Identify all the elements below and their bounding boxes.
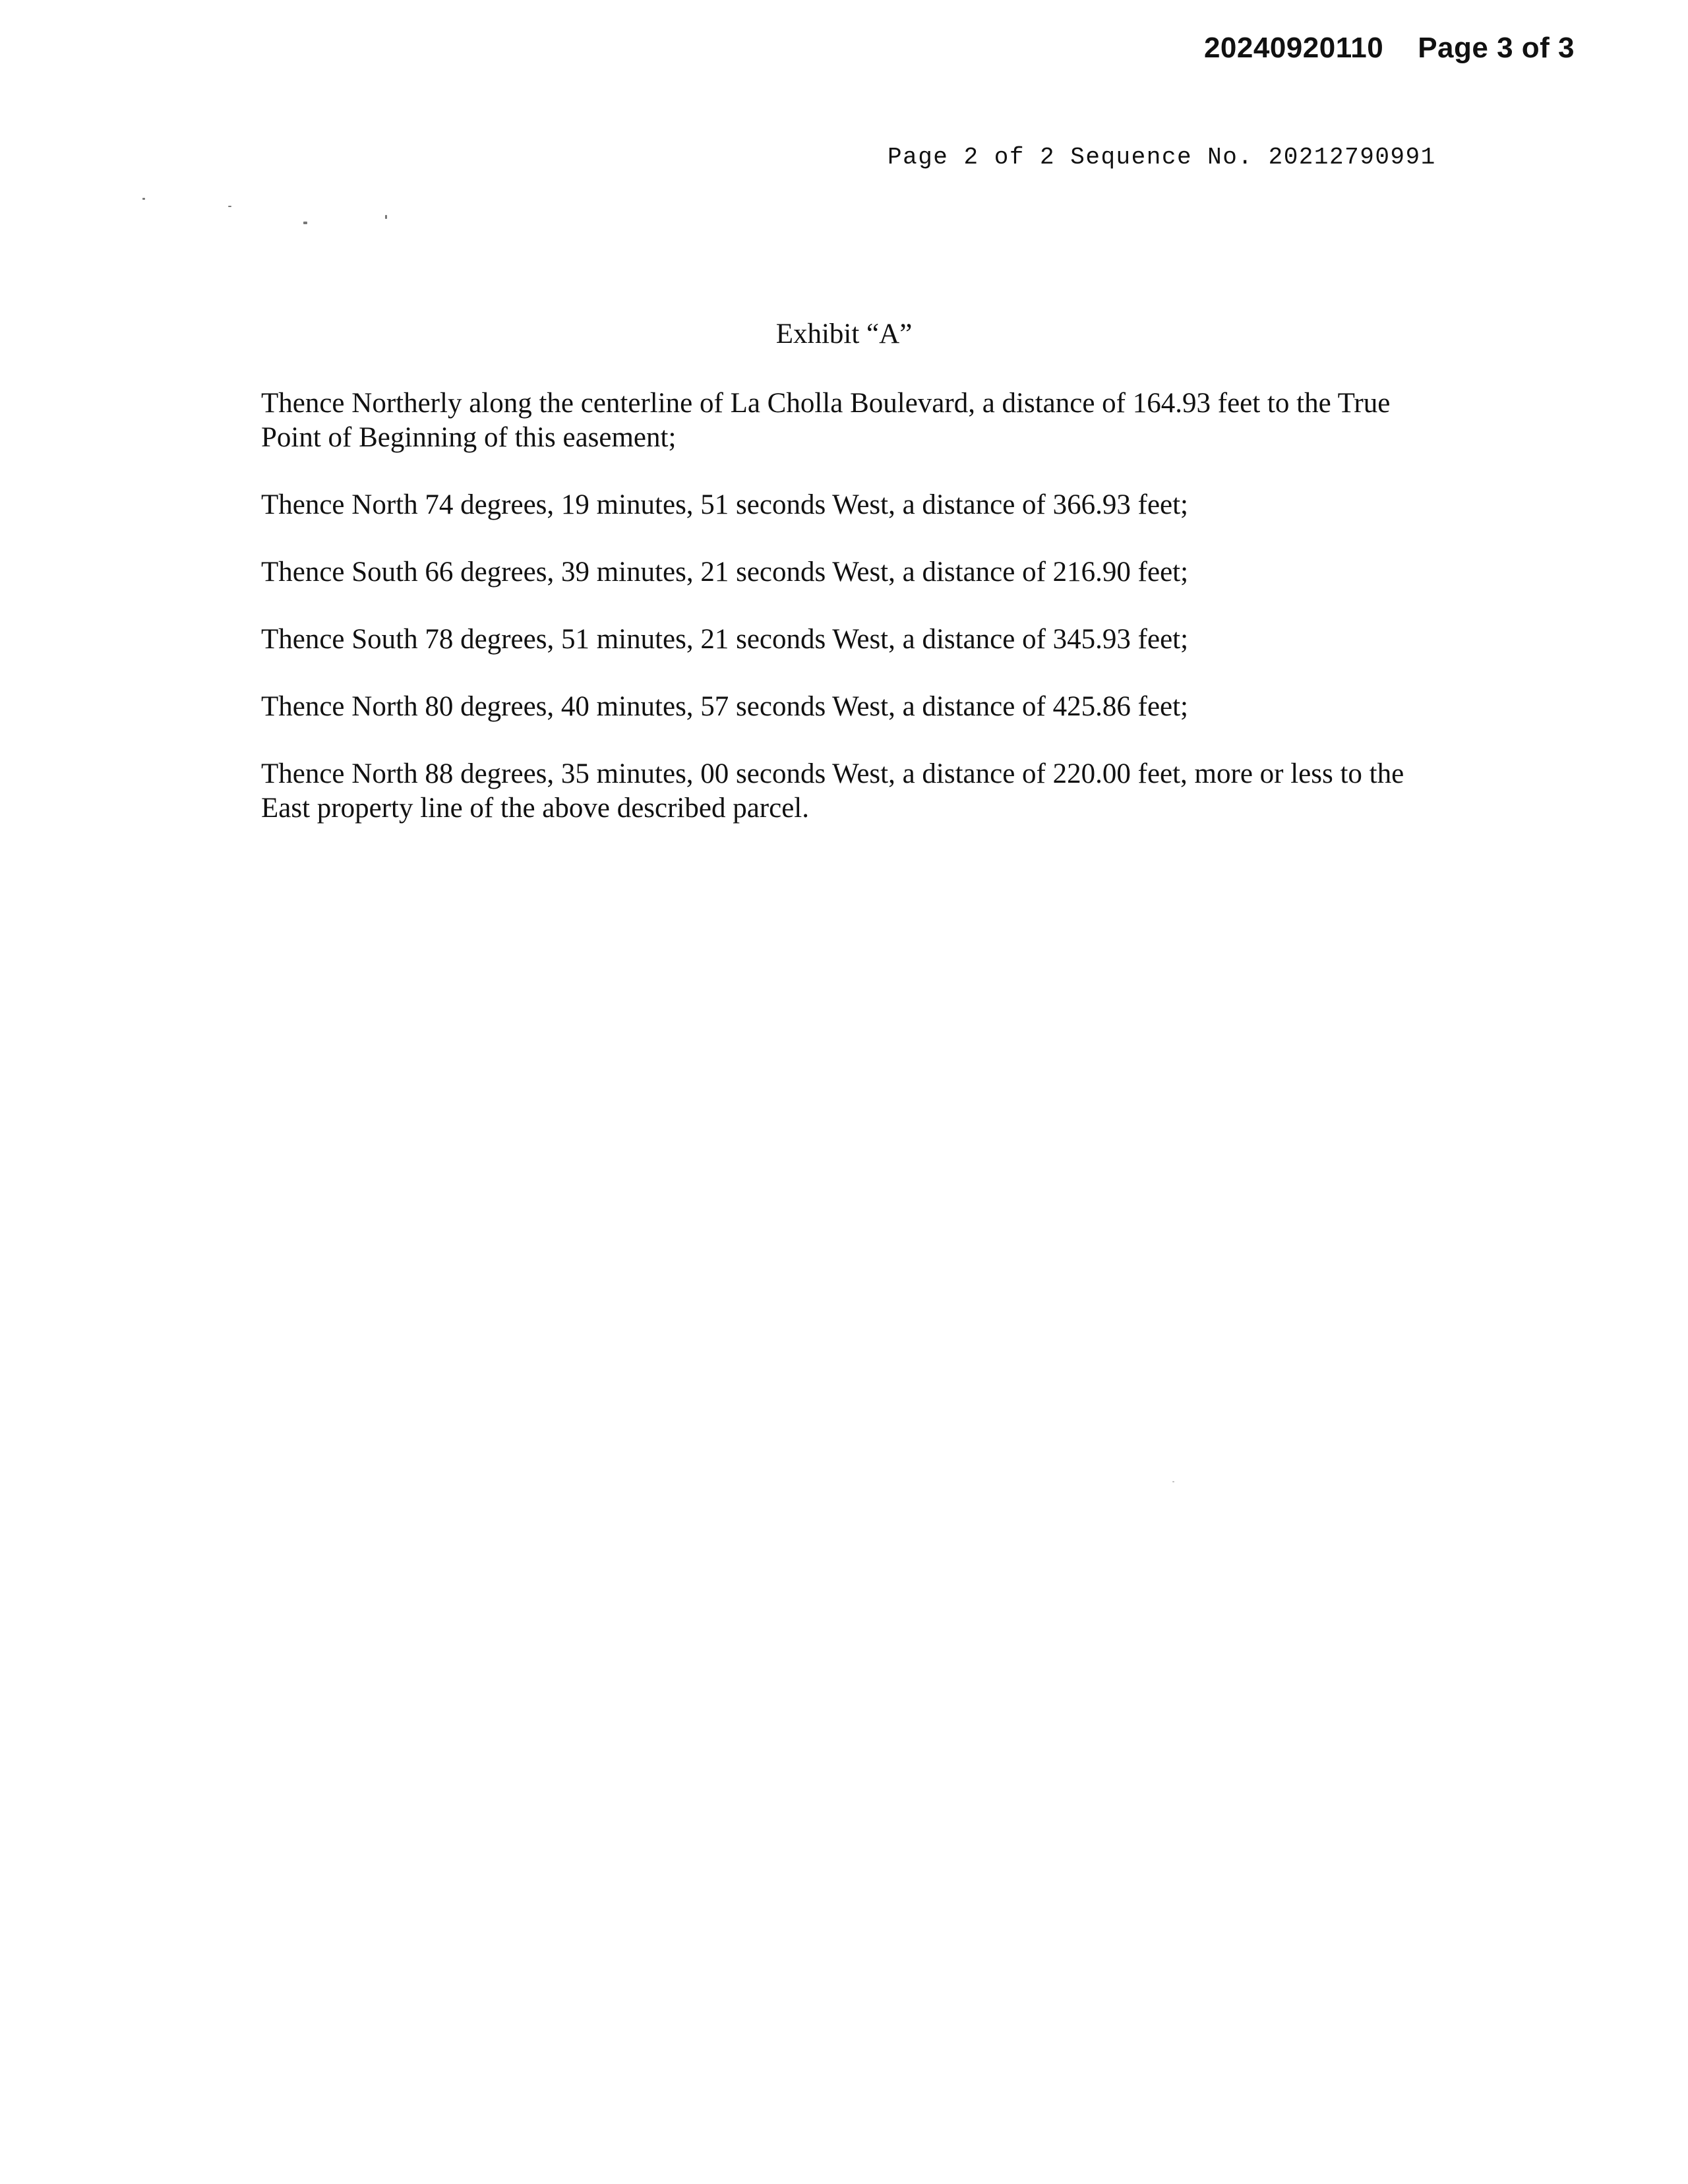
paragraph: Thence Northerly along the centerline of La Cholla Boulevard, a distance of 164.93 feet to the True Point of Beginning of this easement;: [261, 388, 1391, 453]
exhibit-title: Exhibit “A”: [775, 318, 913, 349]
scan-speck: [142, 198, 145, 200]
scan-speck: [1172, 1481, 1174, 1482]
scan-speck: [228, 206, 231, 207]
paragraph: Thence North 80 degrees, 40 minutes, 57 seconds West, a distance of 425.86 feet;: [261, 691, 1189, 722]
legal-description: [261, 386, 1448, 859]
recording-header: [1204, 32, 1575, 65]
paragraph: Thence South 66 degrees, 39 minutes, 21 seconds West, a distance of 216.90 feet;: [261, 557, 1189, 588]
paragraph: Thence North 74 degrees, 19 minutes, 51 seconds West, a distance of 366.93 feet;: [261, 489, 1189, 520]
record-number: 20240920110: [1203, 32, 1384, 64]
sequence-line: Page 2 of 2 Sequence No. 20212790991: [888, 144, 1436, 171]
scan-speck: [385, 215, 387, 219]
scan-speck: [303, 222, 307, 224]
paragraph: Thence South 78 degrees, 51 minutes, 21 seconds West, a distance of 345.93 feet;: [261, 624, 1189, 655]
page-count: Page 3 of 3: [1418, 32, 1575, 64]
paragraph: Thence North 88 degrees, 35 minutes, 00 seconds West, a distance of 220.00 feet, more or less to the East property line of the above described parcel.: [261, 758, 1404, 824]
